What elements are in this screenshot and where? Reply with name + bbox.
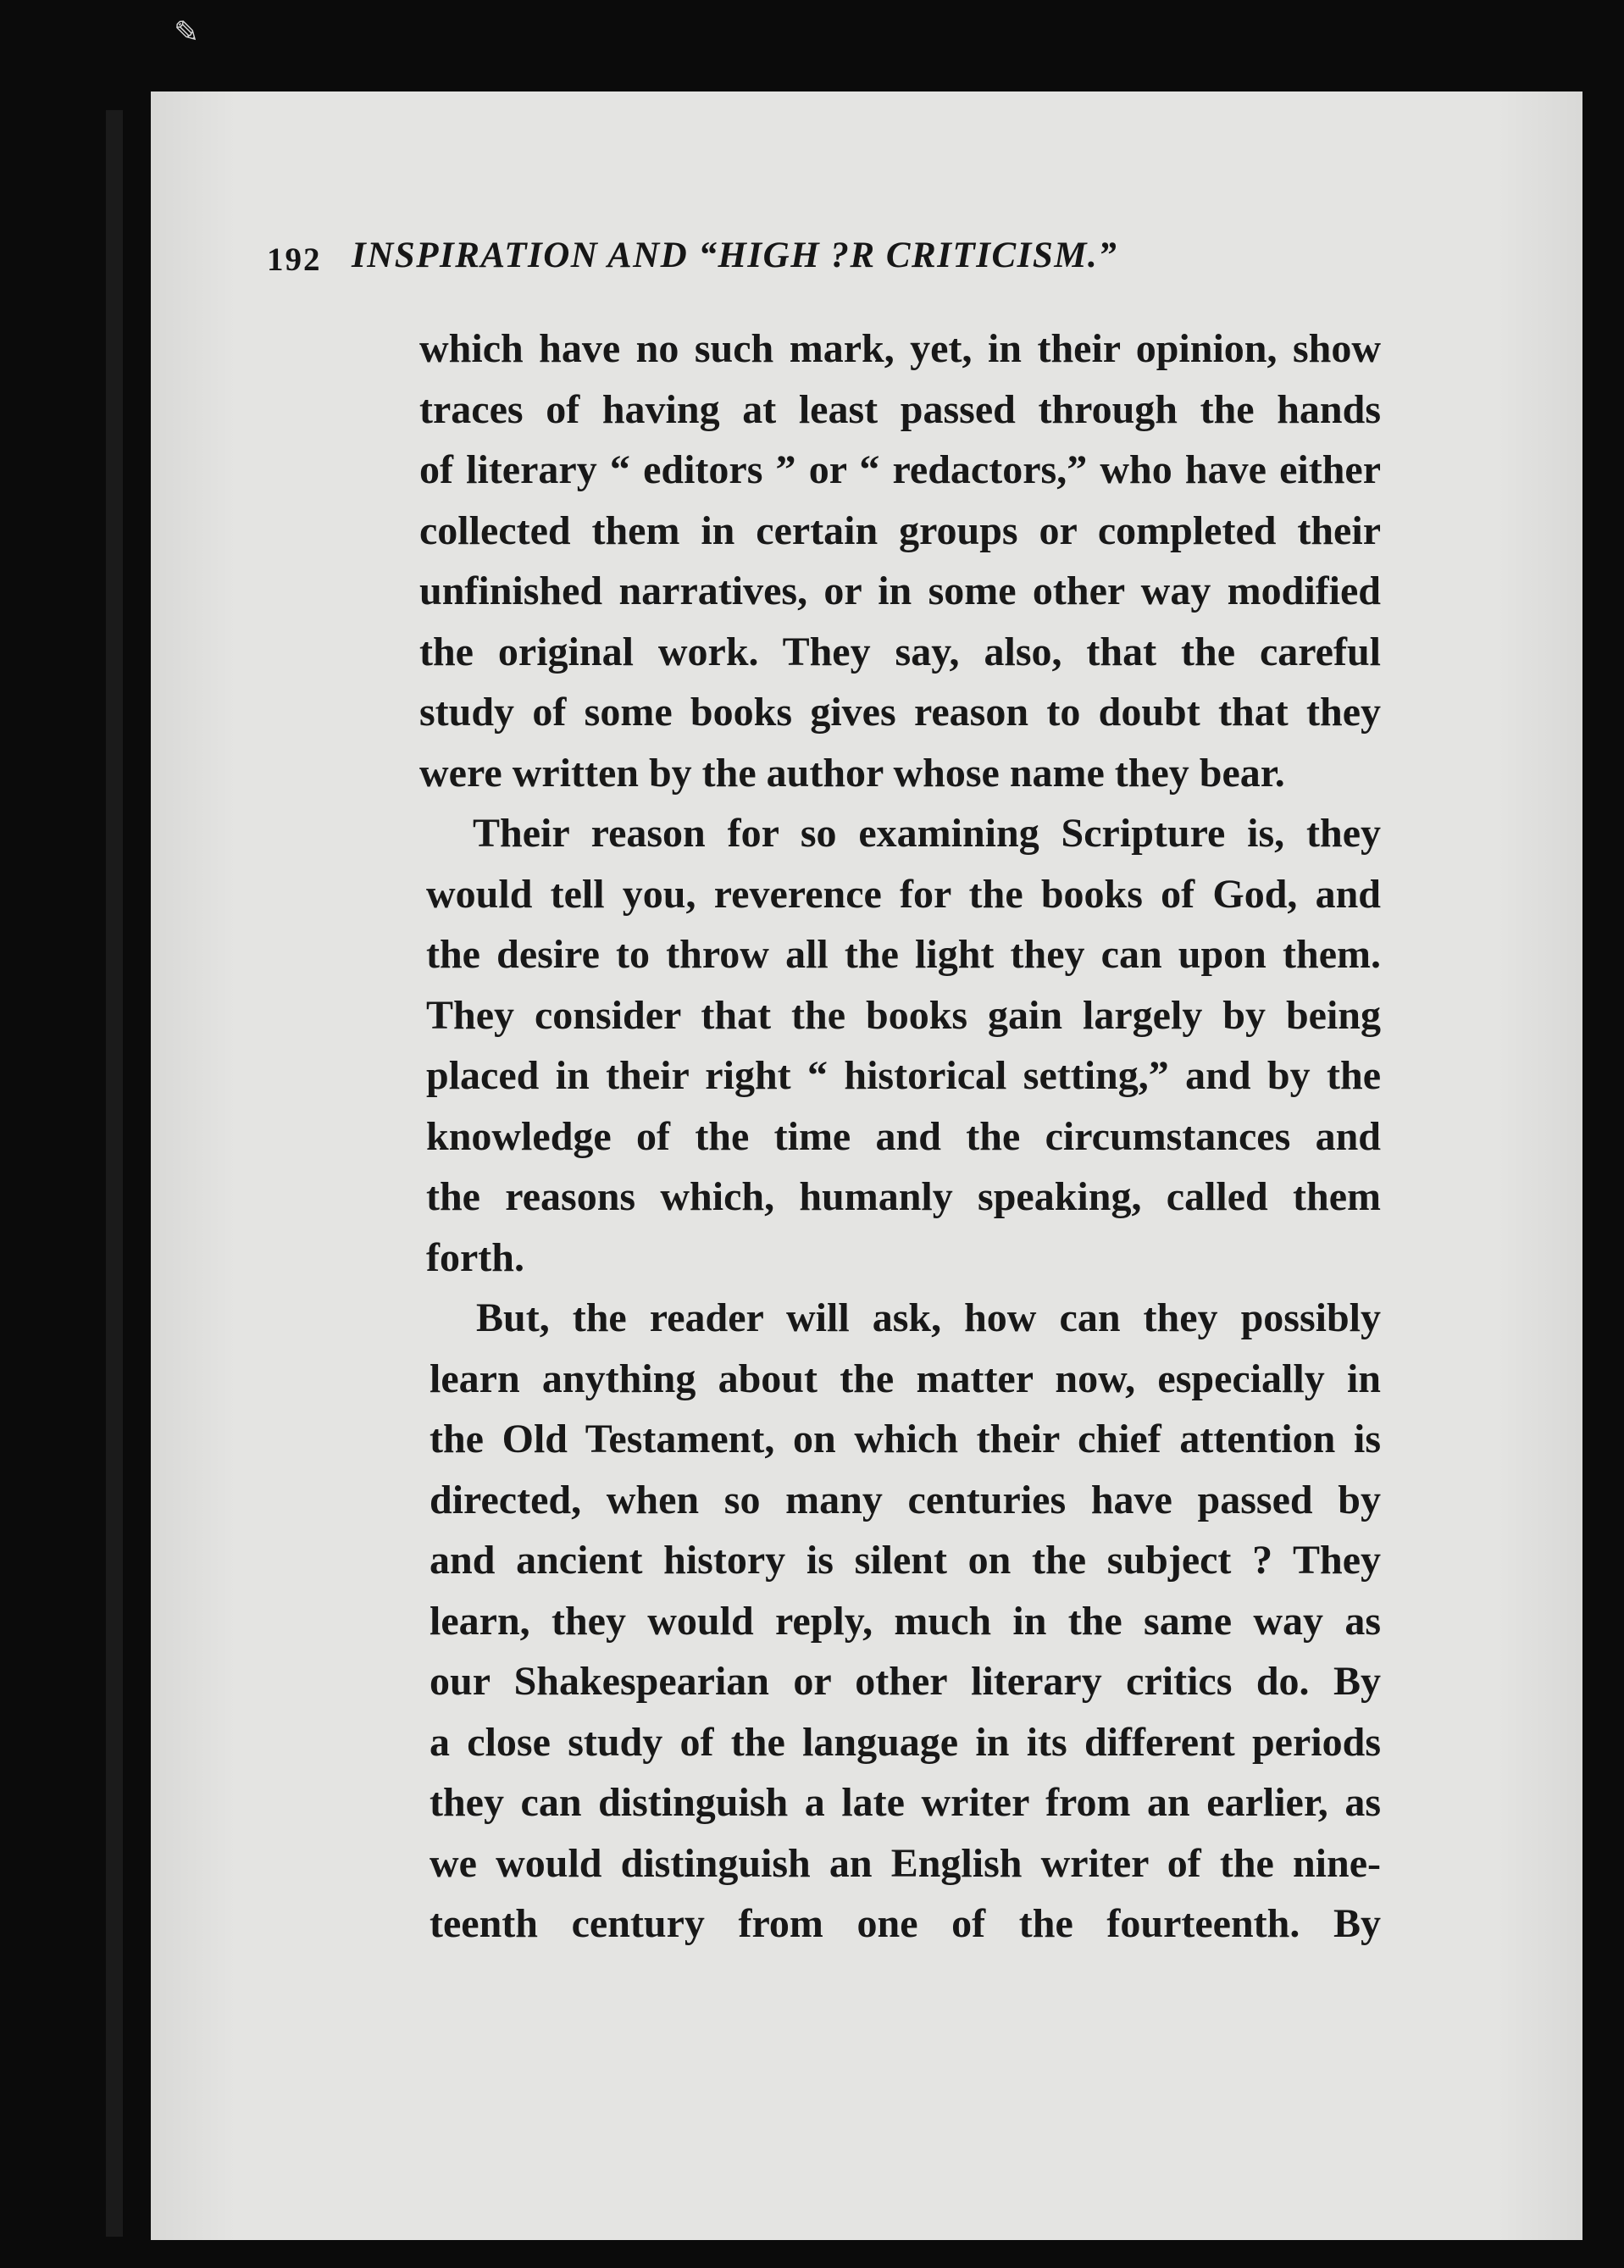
text-line: our Shakespearian or other literary critics do. By [430, 1659, 1381, 1704]
text-line: a close study of the language in its different periods [430, 1719, 1381, 1765]
text-line: forth. [426, 1234, 524, 1280]
text-line: learn anything about the matter now, especially in [430, 1356, 1381, 1401]
binding-shadow [106, 110, 123, 2237]
text-line: the reasons which, humanly speaking, called them [426, 1174, 1381, 1219]
text-line: But, the reader will ask, how can they possibly [476, 1295, 1381, 1340]
text-line: collected them in certain groups or completed their [419, 507, 1381, 553]
text-line: directed, when so many centuries have passed by [430, 1477, 1381, 1522]
text-line: unfinished narratives, or in some other way modified [419, 568, 1381, 613]
text-line: traces of having at least passed through the hands [419, 386, 1381, 432]
text-line: learn, they would reply, much in the same way as [430, 1598, 1381, 1644]
text-line: Their reason for so examining Scripture is, they [473, 811, 1381, 856]
text-line: and ancient history is silent on the subject ? They [430, 1538, 1381, 1583]
text-line: the original work. They say, also, that the careful [419, 629, 1381, 674]
text-line: They consider that the books gain largely by being [426, 992, 1381, 1038]
text-line: we would distinguish an English writer of the nine- [430, 1840, 1381, 1886]
body-text [419, 319, 1381, 1955]
text-line: were written by the author whose name they bear. [419, 750, 1285, 796]
text-line: which have no such mark, yet, in their opinion, show [419, 326, 1381, 371]
page-number: 192 [267, 241, 322, 278]
text-line: of literary “ editors ” or “ redactors,” who have either [419, 447, 1381, 492]
text-line: study of some books gives reason to doubt that they [419, 690, 1381, 735]
pencil-mark-icon: ✎ [174, 15, 200, 50]
paragraph-1 [419, 319, 1381, 803]
text-line: placed in their right “ historical setting,” and by the [426, 1053, 1381, 1098]
text-line: the Old Testament, on which their chief attention is [430, 1417, 1381, 1461]
paragraph-3 [430, 1288, 1381, 1955]
text-line: they can distinguish a late writer from an earlier, as [430, 1780, 1381, 1825]
paragraph-2 [426, 803, 1381, 1288]
page-header [267, 230, 1444, 285]
text-line: the desire to throw all the light they can upon them. [426, 932, 1381, 977]
text-line: would tell you, reverence for the books of God, and [426, 871, 1381, 917]
running-title: INSPIRATION AND “HIGH ?R CRITICISM.” [352, 236, 1118, 275]
text-line: teenth century from one of the fourteenth. By [430, 1901, 1381, 1946]
text-line: knowledge of the time and the circumstances and [426, 1113, 1381, 1159]
